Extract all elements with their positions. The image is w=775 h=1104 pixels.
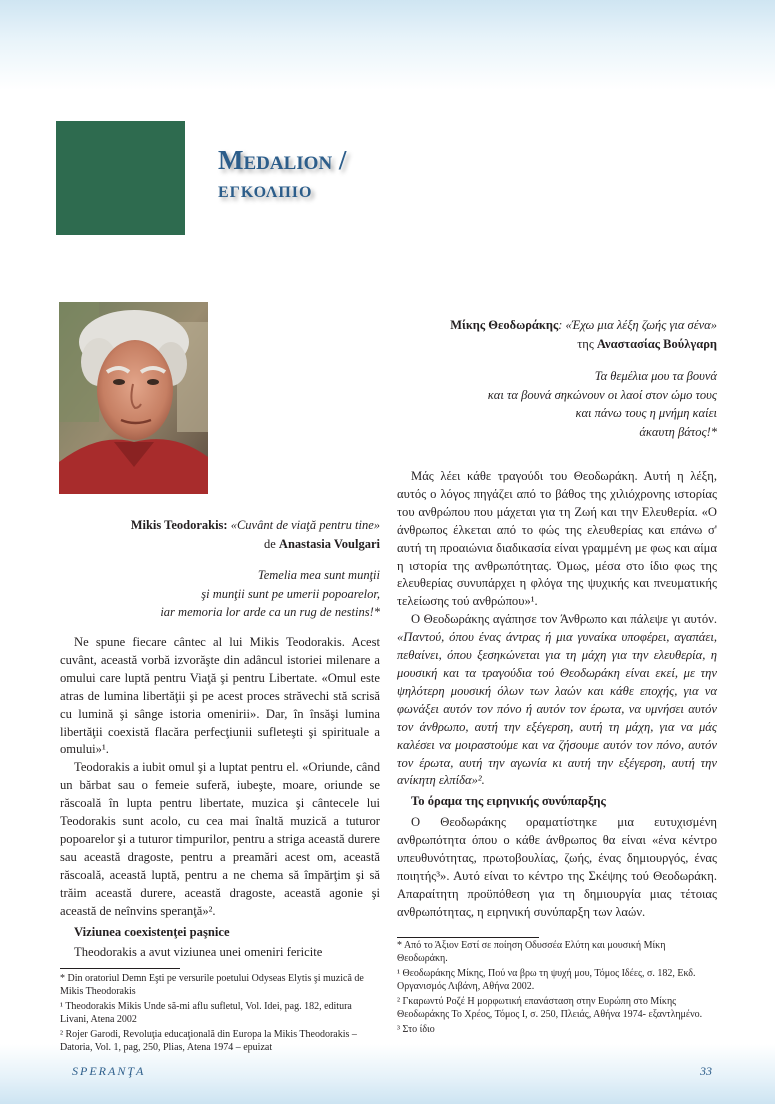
left-byline-by: de (263, 537, 276, 551)
title-line-1: Medalion / (218, 145, 347, 175)
page-top-gradient (0, 0, 775, 90)
right-poem (397, 367, 717, 441)
right-paragraph-2 (397, 611, 717, 790)
right-footnote: * Από το Άξιον Εστί σε ποίηση Οδυσσέα Ελύτη και μουσική Μίκη Θεοδωράκη. (397, 940, 666, 964)
right-paragraph-3: Ο Θεοδωράκης οραματίστηκε μια ευτυχισμένη ανθρωπότητα όπου ο κάθε άνθρωπος θα είναι «ένα κέντρο υπευθυνότητας, πρωτοβουλίας, ζωής, ένας δημιουργός, ένας ποιητής³». Αυτό είναι το κέντρο της Σκέψης τού Θεοδωράκη. Απαραίτητη προϋπόθεση για τη δημιουργία μιας τέτοιας ανθρωπότητας, η ειρηνική συνύπαρξη των λαών. (397, 815, 717, 919)
right-body (397, 468, 717, 922)
right-poem-line: Τα θεμέλια μου τα βουνά (594, 369, 717, 383)
right-footnote: ² Γκαρωντύ Ροζέ Η μορφωτική επανάσταση στην Ευρώπη στο Μίκης Θεοδωράκης Το Χρέος, Τόμος Ι, σ. 250, Πλειάς, Αθήνα 1974- εξαντλημένο. (397, 996, 703, 1020)
title-line-2: εγκολπιο (218, 177, 313, 202)
page-title (218, 145, 346, 205)
left-footnote: ² Rojer Garodi, Revoluţia educaţională din Europa la Mikis Theodorakis – Datoria, Vol. 1, pag, 250, Plias, Atena 1974 – epuizat (60, 1029, 357, 1053)
left-poem (60, 566, 380, 622)
right-byline (397, 316, 717, 354)
right-footnote: ¹ Θεοδωράκης Μίκης, Πού να βρω τη ψυχή μου, Τόμος Ιδέες, σ. 182, Εκδ. Οργανισμός Λιβάνη, Αθήνα 2002. (397, 968, 696, 992)
footer-page-number: 33 (700, 1064, 712, 1078)
right-byline-name: Αναστασίας Βούλγαρη (596, 337, 717, 351)
left-paragraph-1: Ne spune fiecare cântec al lui Mikis Teodorakis. Acest cuvânt, această vorbă izvorăşte din adâncul istoriei milenare a omului care luptă pentru Viaţă şi pentru Libertate. «Omul este atras de lumina libertăţii şi pe acest proces străvechi stă scrisă cu lumină şi sânge istoria omenirii». Dar, în însăşi lumina libertăţii coexistă flacăra perfecţiunii sufleteşti şi spirituale a omului»¹. (60, 635, 380, 757)
right-footnote: ³ Στο ίδιο (397, 1024, 435, 1035)
right-poem-line: και τα βουνά σηκώνουν οι λαοί στον ώμο τους (487, 387, 717, 402)
left-footnote: ¹ Theodorakis Mikis Unde să-mi aflu sufletul, Vol. Idei, pag. 182, editura Livani, Atena 2002 (60, 1001, 352, 1025)
right-byline-author: Μίκης Θεοδωράκης (450, 318, 559, 332)
right-poem-line: και πάνω τους η μνήμη καίει (575, 406, 717, 420)
portrait-illustration (59, 302, 208, 494)
right-paragraph-2-quote: «Παντού, όπου ένας άντρας ή μια γυναίκα υποφέρει, αγαπάει, πεθαίνει, όπου ξεσηκώνεται για τη μάχη για την ελευθερία, η μουσική και τα τραγούδια τού Θεοδωράκη είναι εκεί, με την ψηλότερη μουσική όλων των λαών και κάθε εποχής, για να φωνάξει αυτόν τον πόνο ή αυτόν τον έρωτα, να υμνήσει αυτόν τον άνθρωπο, αυτή την εξέγερση, αυτή τη μάχη, για να μάς καλέσει να μοιραστούμε και να ζήσουμε αυτόν τον πόνο, αυτόν τον έρωτα, αυτή την αγωνία κι αυτή την εξέγερση, αυτή την ανίκητη ελπίδα»². (397, 630, 717, 788)
left-byline-name: Anastasia Voulgari (278, 537, 380, 551)
left-byline-author: Mikis Teodorakis: (130, 518, 228, 532)
right-subheading: Το όραμα της ειρηνικής συνύπαρξης (411, 794, 606, 809)
left-paragraph-3: Theodorakis a avut viziunea unei omeniri fericite (74, 945, 323, 960)
left-poem-line: şi munţii sunt pe umerii popoarelor, (201, 586, 380, 601)
footer-journal-name: SPERANŢA (72, 1064, 146, 1078)
right-footnote-rule (397, 937, 539, 938)
left-footnote: * Din oratoriul Demn Eşti pe versurile poetului Odyseas Elytis şi muzică de Mikis Theodorakis (60, 973, 364, 997)
left-footnotes (60, 973, 380, 1057)
right-byline-title: : «Έχω μια λέξη ζωής για σένα» (558, 318, 717, 332)
left-paragraph-2: Teodorakis a iubit omul şi a luptat pentru el. «Oriunde, când un bărbat sau o femeie suferă, iubeşte, moare, oriunde se răscoală în lupta pentru libertate, muzica şi cântecele lui Teodorakis sunt acolo, cu cea mai înaltă muzică a tuturor popoarelor şi a tuturor timpurilor, pentru a striga această durere sau această dragoste, pentru a preamări acest om, această răscoală, această luptă, pentru a ne chema să împărţim şi să trăim această durere, această dragoste, această agonie şi această de neînvins speranţă»². (60, 760, 380, 918)
left-byline (60, 516, 380, 554)
right-byline-by: της (577, 337, 594, 351)
decorative-green-square (56, 121, 185, 235)
left-body (60, 634, 380, 962)
right-paragraph-2-intro: Ο Θεοδωράκης αγάπησε τον Άνθρωπο και πάλεψε γι αυτόν. (411, 612, 717, 627)
right-paragraph-1: Μάς λέει κάθε τραγούδι του Θεοδωράκη. Αυτή η λέξη, αυτός ο λόγος πηγάζει από το βάθος της χιλιόχρονης ιστορίας του ανθρώπου που μάχεται για τη Ζωή και την Ελευθερία. «Ο άνθρωπος έλκεται από το φώς της ελευθερίας και επάνω σ' αυτή τη προαιώνια διαδικασία είναι γραμμένη με φως και αίμα η ιστορία της ανθρωπότητας. Όμως, μέσα στο ίδιο φως της ελευθερίας συνυπάρχει η φλόγα της ψυχικής και πνευματικής τελείωσης τού ανθρώπου»¹. (397, 469, 717, 609)
left-byline-title: «Cuvânt de viaţă pentru tine» (230, 518, 380, 532)
portrait-photo (59, 302, 208, 494)
left-footnote-rule (60, 968, 180, 969)
left-poem-line: iar memoria lor arde ca un rug de nestins!* (160, 605, 380, 619)
left-poem-line: Temelia mea sunt munţii (257, 568, 380, 582)
left-subheading: Viziunea coexistenţei paşnice (74, 924, 230, 939)
right-poem-line: άκαυτη βάτος!* (639, 424, 717, 439)
right-footnotes (397, 940, 717, 1040)
